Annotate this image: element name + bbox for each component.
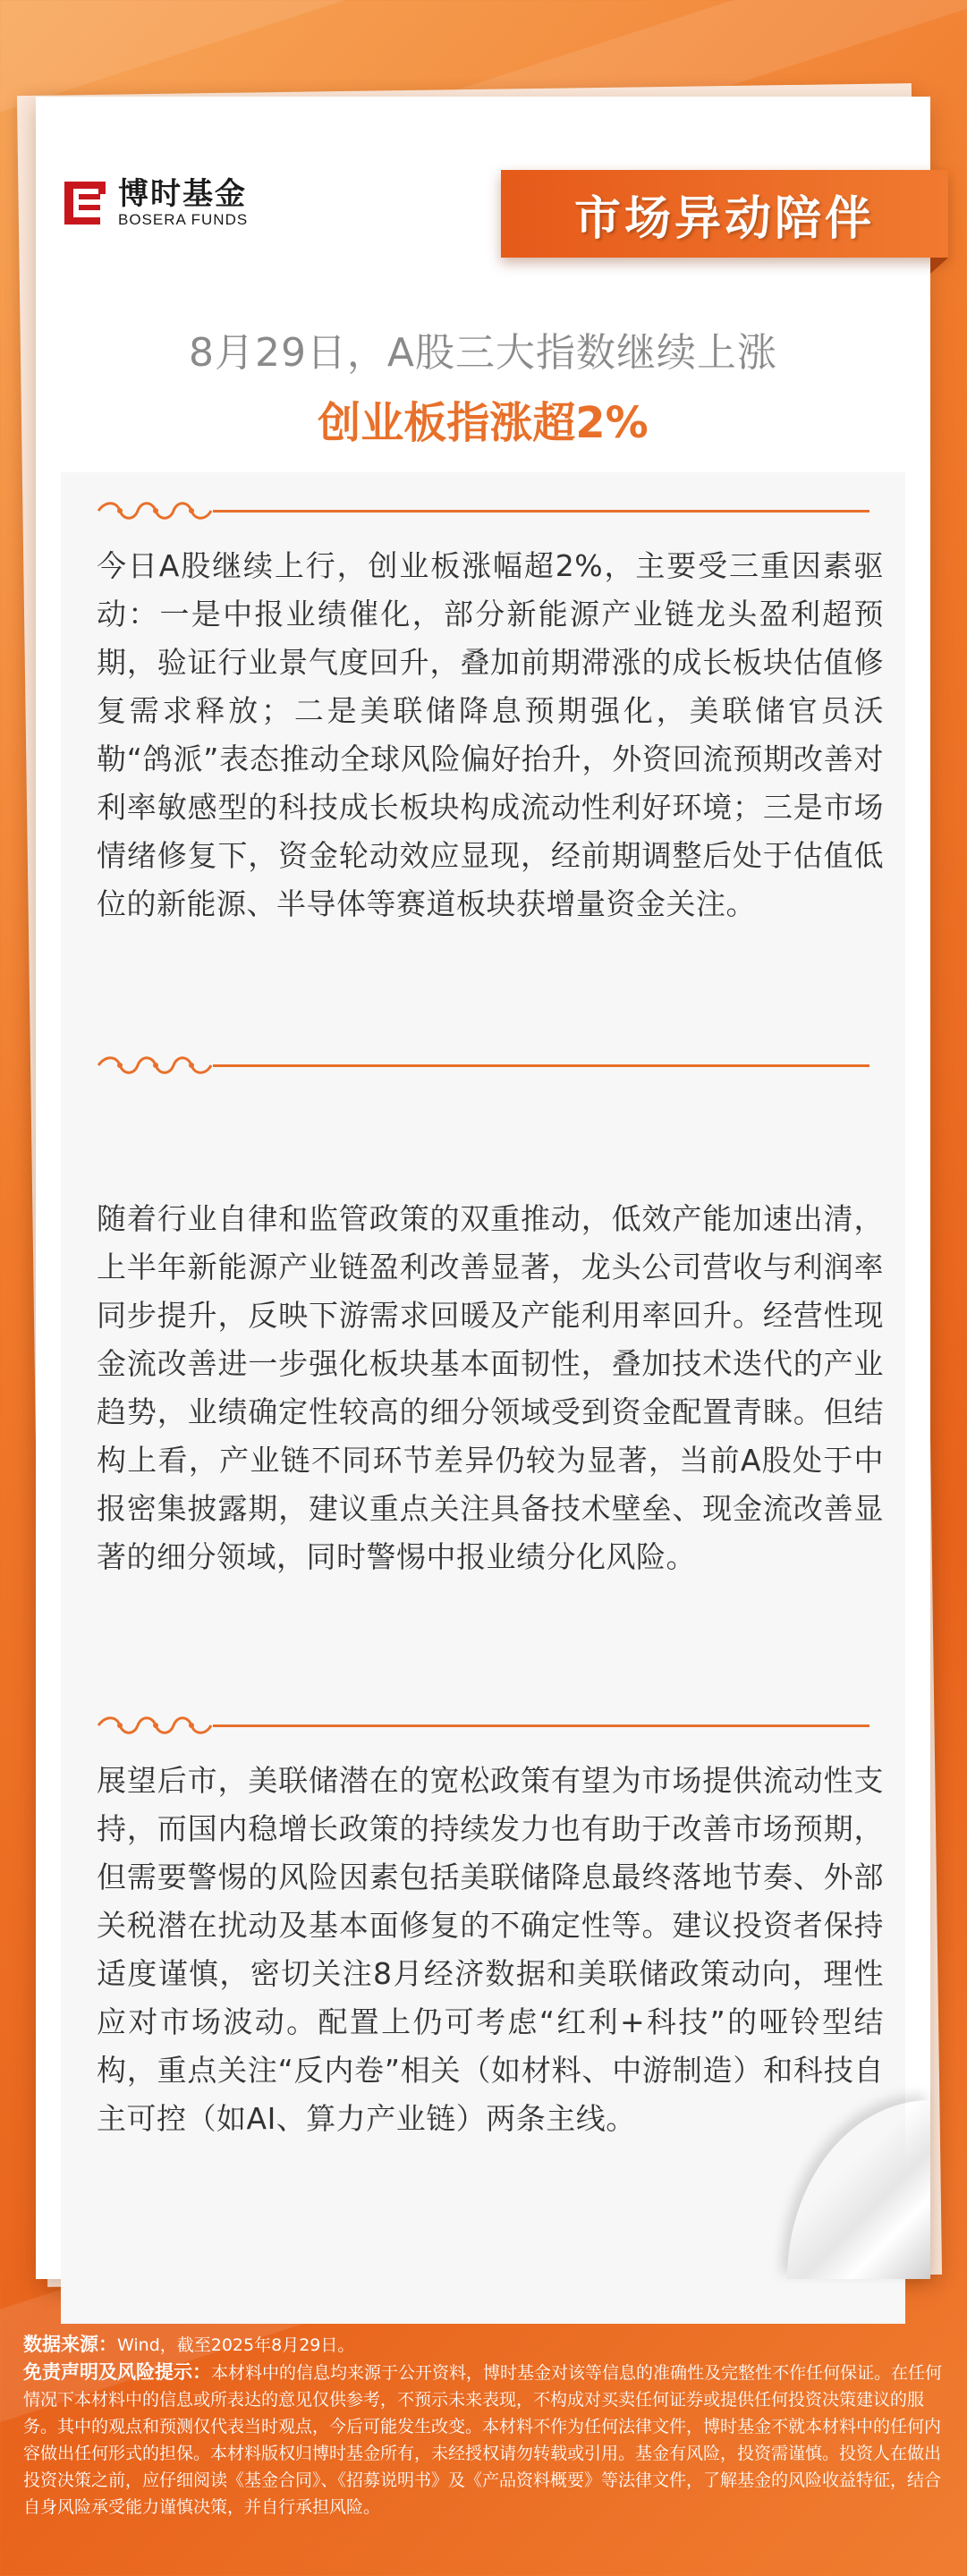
page-title: 8月29日，A股三大指数继续上涨 bbox=[188, 330, 778, 376]
source-label: 数据来源： bbox=[23, 2334, 117, 2355]
banner-label: 市场异动陪伴 bbox=[573, 191, 875, 246]
brand-name-en: BOSERA FUNDS bbox=[118, 211, 249, 228]
brand-name-cn: 博时基金 bbox=[118, 176, 247, 212]
section-divider bbox=[97, 501, 869, 521]
paragraph-2: 随着行业自律和监管政策的双重推动，低效产能加速出清，上半年新能源产业链盈利改善显著，龙头公司营收与利润率同步提升，反映下游需求回暖及产能利用率回升。经营性现金流改善进一步强化板块基本面韧性，叠加技术迭代的产业趋势，业绩确定性较高的细分领域受到资金配置青睐。但结构上看，产业链不同环节差异仍较为显著，当前A股处于中报密集披露期，建议重点关注具备技术壁垒、现金流改善显著的细分领域，同时警惕中报业绩分化风险。 bbox=[97, 1201, 884, 1574]
paragraph-3: 展望后市，美联储潜在的宽松政策有望为市场提供流动性支持，而国内稳增长政策的持续发力也有助于改善市场预期，但需要警惕的风险因素包括美联储降息最终落地节奏、外部关税潜在扰动及基本面修复的不确定性等。建议投资者保持适度谨慎，密切关注8月经济数据和美联储政策动向，理性应对市场波动。配置上仍可考虑“红利+科技”的哑铃型结构，重点关注“反内卷”相关（如材料、中游制造）和科技自主可控（如AI、算力产业链）两条主线。 bbox=[97, 1763, 884, 2136]
paragraph-1: 今日A股继续上行，创业板涨幅超2%，主要受三重因素驱动：一是中报业绩催化，部分新能源产业链龙头盈利超预期，验证行业景气度回升，叠加前期滞涨的成长板块估值修复需求释放；二是美联储降息预期强化，美联储官员沃勒“鸽派”表态推动全球风险偏好抬升，外资回流预期改善对利率敏感型的科技成长板块构成流动性利好环境；三是市场情绪修复下，资金轮动效应显现，经前期调整后处于估值低位的新能源、半导体等赛道板块获增量资金关注。 bbox=[97, 548, 884, 921]
footer-disclaimer bbox=[23, 2331, 945, 2521]
swirl-ornament-icon bbox=[97, 501, 213, 521]
disclaimer-label: 免责声明及风险提示： bbox=[23, 2361, 211, 2383]
brand-logo bbox=[63, 177, 248, 229]
section-divider bbox=[97, 1055, 869, 1075]
section-divider bbox=[97, 1716, 869, 1735]
bosera-logo-icon bbox=[63, 178, 109, 228]
page-subtitle: 创业板指涨超2% bbox=[318, 398, 649, 448]
swirl-ornament-icon bbox=[97, 1716, 213, 1735]
swirl-ornament-icon bbox=[97, 1055, 213, 1075]
data-source bbox=[23, 2331, 945, 2359]
source-text: Wind，截至2025年8月29日。 bbox=[117, 2335, 355, 2355]
section-banner bbox=[501, 170, 948, 258]
paper-sheet bbox=[36, 97, 930, 2279]
disclaimer bbox=[23, 2359, 945, 2521]
disclaimer-text: 本材料中的信息均来源于公开资料，博时基金对该等信息的准确性及完整性不作任何保证。在任何情况下本材料中的信息或所表达的意见仅供参考，不预示未来表现，不构成对买卖任何证券或提供任何投资决策建议的服务。其中的观点和预测仅代表当时观点，今后可能发生改变。本材料不作为任何法律文件，博时基金不就本材料中的任何内容做出任何形式的担保。本材料版权归博时基金所有，未经授权请勿转载或引用。基金有风险，投资需谨慎。投资人在做出投资决策之前，应仔细阅读《基金合同》、《招募说明书》及《产品资料概要》等法律文件，了解基金的风险收益特征，结合自身风险承受能力谨慎决策，并自行承担风险。 bbox=[23, 2363, 943, 2517]
article-body bbox=[61, 472, 905, 2324]
